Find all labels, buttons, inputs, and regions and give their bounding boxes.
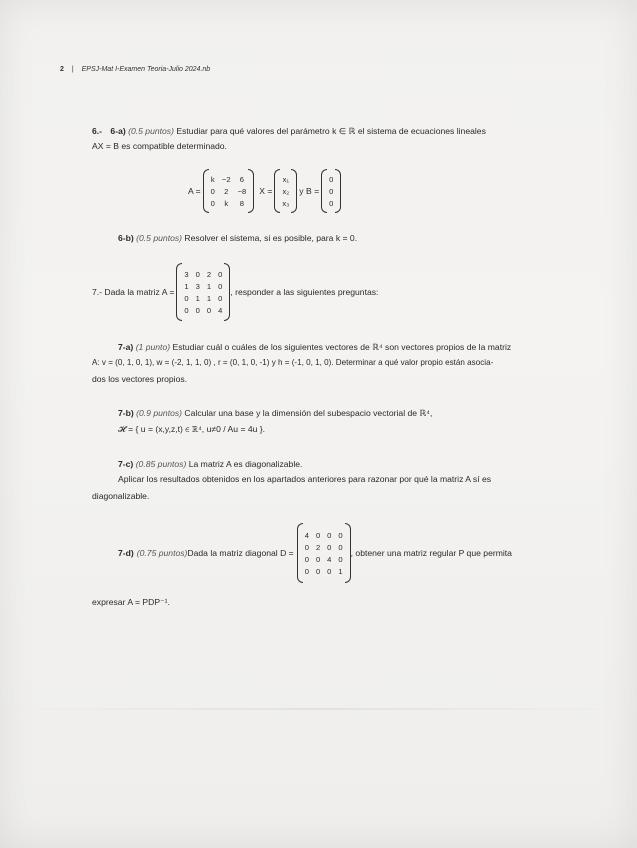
paper-fold <box>0 708 637 710</box>
matrix-cell: 0 <box>218 293 223 303</box>
q6a-label: 6-a) <box>110 126 126 136</box>
matrix-A-4x4 <box>182 270 224 315</box>
matrix-cell: 2 <box>315 542 321 552</box>
matrix-cell: x₂ <box>282 186 290 196</box>
matrix-cell: 0 <box>210 186 215 196</box>
matrix-cell: 0 <box>184 293 189 303</box>
matrix-cell: 0 <box>329 174 334 184</box>
matrix-cell: 0 <box>184 305 189 315</box>
vector-B-label: y B = <box>299 186 320 196</box>
matrix-cell: 0 <box>304 542 309 552</box>
matrix-cell: 0 <box>338 542 343 552</box>
q7b-points: (0.9 puntos) <box>136 408 183 418</box>
matrix-cell: 0 <box>327 566 332 576</box>
matrix-cell: 0 <box>206 305 212 315</box>
matrix-cell: k <box>210 174 215 184</box>
matrix-cell: x₃ <box>282 198 290 208</box>
q7c-text2: Aplicar los resultados obtenidos en los apartados anteriores para razonar por qué la matriz A sí es <box>118 474 492 484</box>
matrix-cell: 0 <box>304 554 309 564</box>
q6b-points: (0.5 puntos) <box>136 233 183 243</box>
matrix-cell: 3 <box>195 281 200 291</box>
matrix-cell: 0 <box>315 554 321 564</box>
matrix-cell: 1 <box>206 293 212 303</box>
q7b-text1: Calcular una base y la dimensión del subespacio vectorial de ℝ⁴, <box>184 408 433 418</box>
matrix-cell: 2 <box>224 186 229 196</box>
matrix-cell: 0 <box>338 554 343 564</box>
matrix-cell: 0 <box>315 530 321 540</box>
q6-number: 6.- <box>92 126 103 136</box>
q6b-label: 6-b) <box>118 233 134 243</box>
q7a-points: (1 punto) <box>135 342 171 352</box>
q7c-text1: La matriz A es diagonalizable. <box>188 459 303 469</box>
matrix-cell: 4 <box>218 305 223 315</box>
q6a-points: (0.5 puntos) <box>128 126 174 136</box>
q6a-line1 <box>92 125 486 137</box>
matrix-A <box>209 175 249 208</box>
q7c-label: 7-c) <box>118 459 134 469</box>
header-separator: | <box>71 66 74 73</box>
matrix-cell: 4 <box>327 554 332 564</box>
q7d-text1: Dada la matriz diagonal D = <box>187 548 294 558</box>
matrix-cell: 0 <box>218 281 223 291</box>
matrix-cell: 0 <box>195 305 200 315</box>
matrix-A-label: A = <box>188 186 201 196</box>
bracket-right <box>291 169 297 213</box>
matrix-cell: 3 <box>184 269 189 279</box>
vector-X <box>280 175 291 208</box>
matrix-cell: 6 <box>239 174 245 184</box>
matrix-cell: 0 <box>329 186 334 196</box>
matrix-cell: 1 <box>184 281 189 291</box>
q7-intro <box>92 263 378 321</box>
bracket-right <box>335 169 341 213</box>
matrix-cell: 0 <box>327 530 332 540</box>
q7c-text3: diagonalizable. <box>92 491 150 501</box>
q7-intro-text: 7.- Dada la matriz A = <box>92 287 175 297</box>
matrix-cell: 1 <box>338 566 343 576</box>
matrix-cell: 8 <box>239 198 245 208</box>
q7a-text1: Estudiar cuál o cuáles de los siguientes vectores de ℝ⁴ son vectores propios de la matriz <box>172 342 512 352</box>
matrix-cell: 0 <box>329 198 334 208</box>
matrix-cell: −8 <box>237 186 247 196</box>
q7-intro-after: , responder a las siguientes preguntas: <box>230 287 379 297</box>
matrix-cell: 0 <box>304 566 309 576</box>
matrix-cell: 0 <box>315 566 321 576</box>
header-file: EPSJ-Mat I-Examen Teoria-Julio 2024.nb <box>81 66 211 73</box>
matrix-cell: 0 <box>195 269 200 279</box>
q7d-label: 7-d) <box>118 548 134 558</box>
q7c-points: (0.85 puntos) <box>135 459 187 469</box>
q7a-text2: A: v = (0, 1, 0, 1), w = (-2, 1, 1, 0) , r = (0, 1, 0, -1) y h = (-1, 0, 1, 0). Determinar a qué valor propio están asocia- <box>92 358 494 367</box>
matrix-cell: 1 <box>195 293 200 303</box>
matrix-cell: 0 <box>218 269 223 279</box>
q7b-line1 <box>118 407 432 419</box>
q7a-line1 <box>118 341 511 353</box>
matrix-cell: 0 <box>338 530 343 540</box>
q7d-points: (0.75 puntos) <box>136 548 188 558</box>
q7d-text2: , obtener una matriz regular P que permita <box>350 548 512 558</box>
matrix-cell: x₁ <box>282 174 290 184</box>
q6b-text: Resolver el sistema, si es posible, para k = 0. <box>184 233 358 243</box>
matrix-cell: 1 <box>206 281 212 291</box>
q6a-text1: Estudiar para qué valores del parámetro k ∈ ℝ el sistema de ecuaciones lineales <box>176 126 486 136</box>
q7a-label: 7-a) <box>118 342 134 352</box>
matrix-cell: 2 <box>206 269 212 279</box>
q6-matrices <box>186 169 341 213</box>
matrix-cell: −2 <box>221 174 231 184</box>
matrix-X-label: X = <box>259 186 273 196</box>
matrix-cell: 0 <box>327 542 332 552</box>
matrix-cell: 4 <box>304 530 309 540</box>
page-number: 2 <box>60 66 64 73</box>
matrix-D <box>303 531 345 576</box>
matrix-cell: k <box>224 198 229 208</box>
q7b-label: 7-b) <box>118 408 134 418</box>
q7a-text3: dos los vectores propios. <box>92 374 188 384</box>
q7d-line1 <box>118 523 512 583</box>
q7c-line1 <box>118 458 302 470</box>
q7b-text2: 𝓗 = { u = (x,y,z,t) ∈ ℝ⁴, u≠0 / Au = 4u }. <box>118 424 266 434</box>
matrix-cell: 0 <box>210 198 215 208</box>
page-header <box>60 66 210 73</box>
vector-B <box>327 175 335 208</box>
bracket-right <box>248 169 254 213</box>
q7d-text3: expresar A = PDP⁻¹. <box>92 597 170 607</box>
q6a-text2: AX = B es compatible determinado. <box>92 141 227 151</box>
q6b-line <box>118 232 357 244</box>
